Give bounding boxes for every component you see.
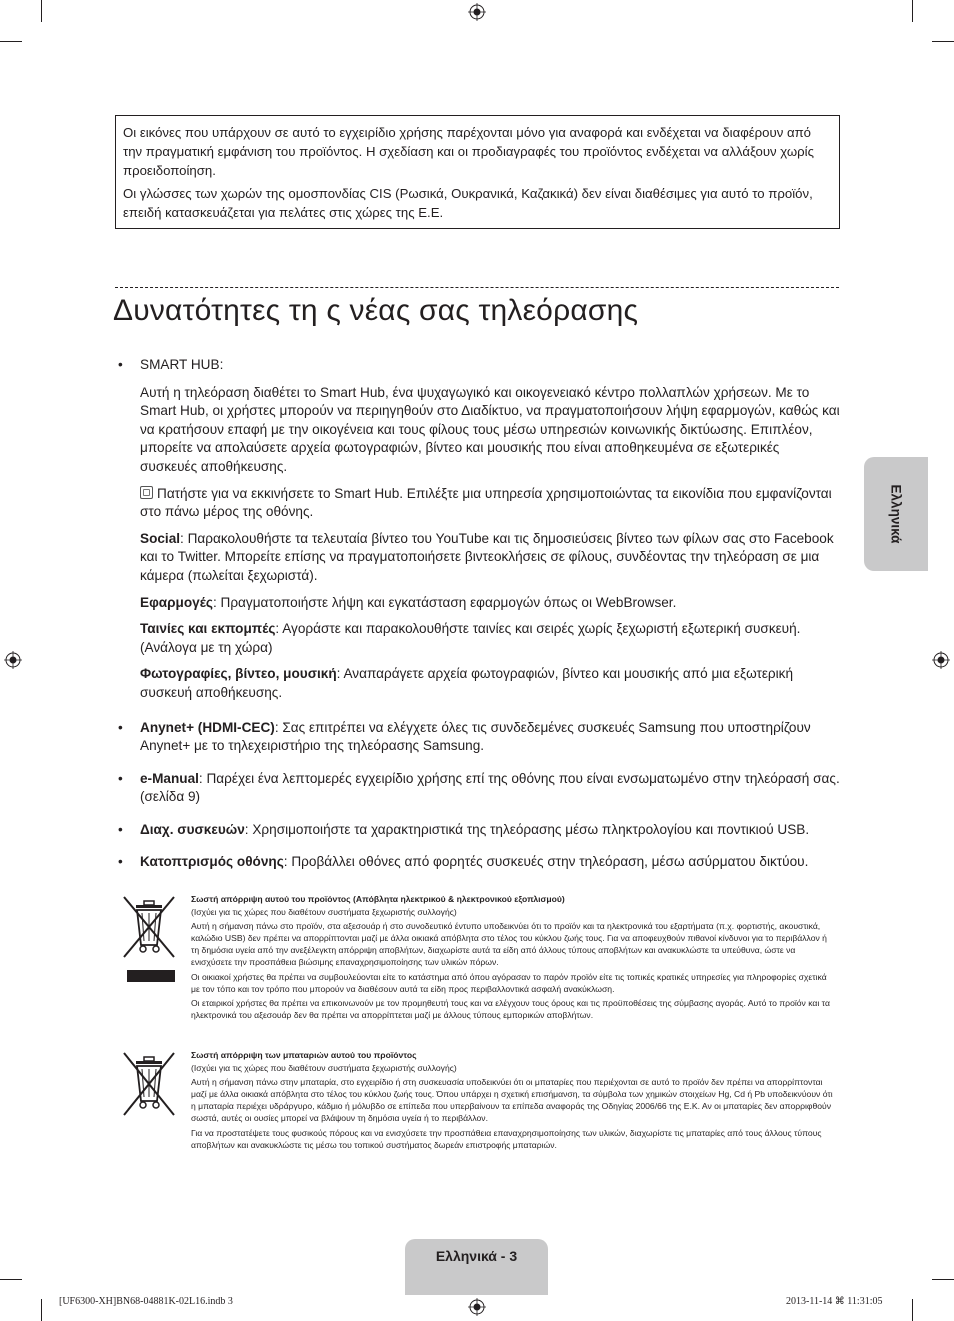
language-tab-label: Ελληνικά (888, 484, 904, 544)
print-footer-right: 2013-11-14 ⌘ 11:31:05 (786, 1296, 883, 1307)
list-item: • e-Manual: Παρέχει ένα λεπτομερές εγχειρίδιο χρήσης επί της οθόνης που είναι ενσωματωμένο στην τηλεόρασή σας. (σελίδα 9) (118, 770, 840, 805)
bullet-marker: • (118, 719, 123, 735)
weee-heading: Σωστή απόρριψη αυτού του προϊόντος (Απόβλητα ηλεκτρικού & ηλεκτρονικού εξοπλισμού) (191, 894, 565, 904)
weee-subheading: (Ισχύει για τις χώρες που διαθέτουν συστήματα ξεχωριστής συλλογής) (191, 1063, 457, 1074)
weee-paragraph: Οι εταιρικοί χρήστες θα πρέπει να επικοινωνούν με τον προμηθευτή τους και να ελέγχουν τους όρους και τις προϋποθέσεις της σύμβασης αγοράς. Αυτό το προϊόν και τα ηλεκτρονικά του αξεσουάρ δεν θα πρέπει να απορρίπτεται μαζί με άλλους τύπους εμπορικών αποβλήτων. (191, 997, 830, 1020)
disclaimer-paragraph: Οι εικόνες που υπάρχουν σε αυτό το εγχειρίδιο χρήσης παρέχονται μόνο για αναφορά και ενδέχεται να διαφέρουν από την πραγματική εμφάνιση του προϊόντος. Η σχεδίαση και οι προδιαγραφές του προϊόντος ενδέχεται να αλλάξουν χωρίς προειδοποίηση. (123, 125, 814, 178)
crop-mark (912, 0, 913, 22)
feature-label: Ταινίες και εκπομπές (140, 621, 276, 637)
weee-paragraph: Αυτή η σήμανση πάνω στην μπαταρία, στο εγχειρίδιο ή στη συσκευασία υποδεικνύει ότι οι μπαταρίες που περιέχονται σε αυτό το προϊόν δεν πρέπει να απορρίπτονται μαζί με άλλα οικιακά απόβλητα στο τέλος του κύκλου ζωής τους. Όπου υπάρχει η σχετική επισήμανση, τα σύμβολα των χημικών στοιχείων Hg, Cd ή Pb υποδεικνύουν ότι η μπαταρία περιέχει υδράργυρο, κάδμιο ή μόλυβδο σε επίπεδα που υπερβαίνουν τα επίπεδα αναφοράς της Οδηγίας 2006/66 της Ε.Κ. Αν οι μπαταρίες δεν απορριφθούν σωστά, αυτές οι ουσίες μπορεί να βλάψουν τη δημόσια υγεία ή το περιβάλλον. (191, 1077, 833, 1124)
bullet-marker: • (118, 854, 123, 870)
feature-label: Φωτογραφίες, βίντεο, μουσική (140, 666, 337, 682)
page-number: Ελληνικά - 3 (435, 1248, 518, 1264)
weee-paragraph: Οι οικιακοί χρήστες θα πρέπει να συμβουλεύονται είτε το κατάστημα από όπου αγόρασαν το παρόν προϊόν είτε τις τοπικές κρατικές υπηρεσίες για πληροφορίες σχετικά με τον τόπο και τον τρόπο που μπορούν να διαθέσουν αυτά τα είδη προς περιβαλλοντικά ασφαλή ανακύκλωση. (191, 971, 827, 994)
registration-mark-icon (468, 1298, 486, 1316)
print-footer-left: [UF6300-XH]BN68-04881K-02L16.indb 3 (59, 1296, 233, 1307)
weee-product-disposal (122, 893, 838, 1043)
bullet-marker: • (118, 770, 123, 786)
weee-paragraph: Για να προστατέψετε τους φυσικούς πόρους και να ενισχύσετε την προσπάθεια επαναχρησιμοποίησης των υλικών, διαχωρίστε τις μπαταρίες από τους άλλους τύπους αποβλήτων και ανακυκλώστε τις μέσω του τοπικού συστήματος δωρεάν επιστροφής μπαταριών. (191, 1127, 822, 1150)
crop-mark (41, 1299, 42, 1321)
weee-paragraph: Αυτή η σήμανση πάνω στο προϊόν, στα αξεσουάρ ή στο συνοδευτικό έντυπο υποδεικνύει ότι το προϊόν και τα ηλεκτρονικά του εξαρτήματα (π.χ. φορτιστής, ακουστικά, καλώδιο USB) δεν πρέπει να απορρίπτονται μαζί με άλλα οικιακά απόβλητα στο τέλος του κύκλου ζωής τους. Για να αποφευχθούν πιθανοί κίνδυνοι για το περιβάλλον ή τη δημόσια υγεία από την ανεξέλεγκτη απόρριψη αποβλήτων, διαχωρίστε αυτά τα είδη από άλλους τύπους αποβλήτων και ανακυκλώστε τα υπεύθυνα, ώστε να ενισχύσετε την προσπάθεια βιώσιμης επαναχρησιμοποίησης των υλικών πόρων. (191, 921, 827, 968)
registration-mark-icon (468, 3, 486, 21)
feature-label: e-Manual (140, 770, 199, 786)
page-title: Δυνατότητες τη ς νέας σας τηλεόρασης (113, 294, 639, 327)
list-item: • Διαχ. συσκευών: Χρησιμοποιήστε τα χαρακτηριστικά της τηλεόρασης μέσω πληκτρολογίου και ποντικιού USB. (118, 821, 840, 840)
feature-label: Social (140, 530, 181, 546)
feature-label: SMART HUB (140, 357, 220, 372)
weee-battery-disposal (122, 1049, 838, 1169)
list-item: • Κατοπτρισμός οθόνης: Προβάλλει οθόνες από φορητές συσκευές στην τηλεόραση, μέσω ασύρματου δικτύου. (118, 853, 840, 872)
smart-hub-icon (140, 486, 153, 499)
registration-mark-icon (932, 651, 950, 669)
crop-mark (0, 1279, 22, 1280)
bullet-marker: • (118, 821, 123, 837)
weee-subheading: (Ισχύει για τις χώρες που διαθέτουν συστήματα ξεχωριστής συλλογής) (191, 907, 457, 918)
feature-label: Κατοπτρισμός οθόνης (140, 854, 284, 870)
crop-mark (41, 0, 42, 22)
section-divider (115, 287, 839, 288)
weee-heading: Σωστή απόρριψη των μπαταριών αυτού του προϊόντος (191, 1050, 417, 1060)
crossed-bin-icon (122, 893, 178, 983)
feature-description: Αυτή η τηλεόραση διαθέτει το Smart Hub, ένα ψυχαγωγικό και οικογενειακό κέντρο πολλαπλών χρήσεων. Με το Smart Hub, οι χρήστες μπορούν να περιηγηθούν στο Διαδίκτυο, να πραγματοποιήσουν λήψη εφαρμογών, καθώς και να κρατήσουν επαφή με την οικογένεια και τους φίλους τους μέσω υπηρεσιών κοινωνικής δικτύωσης. Επιπλέον, μπορείτε να απολαύσετε αρχεία φωτογραφιών, βίντεο και μουσικής που είναι αποθηκευμένα σε εξωτερικές συσκευές αποθήκευσης. (140, 384, 840, 474)
crop-mark (932, 41, 954, 42)
language-side-tab (864, 457, 928, 571)
crossed-battery-bin-icon (122, 1049, 178, 1119)
feature-list (118, 356, 840, 886)
crop-mark (932, 1279, 954, 1280)
feature-label: Διαχ. συσκευών (140, 821, 245, 837)
disclaimer-box (115, 115, 840, 229)
list-item: • Anynet+ (HDMI-CEC): Σας επιτρέπει να ελέγχετε όλες τις συνδεδεμένες συσκευές Samsung που υποστηρίζουν Anynet+ με το τηλεχειριστήριο της τηλεόρασης Samsung. (118, 719, 811, 754)
feature-label: Anynet+ (HDMI-CEC) (140, 719, 275, 735)
crop-mark (0, 41, 22, 42)
disclaimer-paragraph: Οι γλώσσες των χωρών της ομοσπονδίας CIS (Ρωσικά, Ουκρανικά, Καζακικά) δεν είναι διαθέσιμες για αυτό το προϊόν, επειδή κατασκευάζεται για πελάτες στις χώρες της Ε.Ε. (123, 186, 813, 220)
crop-mark (912, 1299, 913, 1321)
bullet-marker: • (118, 357, 123, 372)
page-number-box (405, 1239, 548, 1295)
registration-mark-icon (4, 651, 22, 669)
feature-label: Εφαρμογές (140, 594, 213, 610)
list-item: • SMART HUB: Αυτή η τηλεόραση διαθέτει το Smart Hub, ένα ψυχαγωγικό και οικογενειακό κέντρο πολλαπλών χρήσεων. Με το Smart Hub, οι χρήστες μπορούν να περιηγηθούν στο Διαδίκτυο, να πραγματοποιήσουν λήψη εφαρμογών, καθώς και να κρατήσουν επαφή με την οικογένεια και τους φίλους τους μέσω υπηρεσιών κοινωνικής δικτύωσης. Επιπλέον, μπορείτε να απολαύσετε αρχεία φωτογραφιών, βίντεο και μουσικής που είναι αποθηκευμένα σε εξωτερικές συσκευές αποθήκευσης. Πατήστε για να εκκινήσετε το Smart Hub. Επιλέξτε μια υπηρεσία χρησιμοποιώντας τα εικονίδια που εμφανίζονται στο πάνω μέρος της οθόνης. Social: Παρακολουθήστε τα τελευταία βίντεο του YouTube και τις δημοσιεύσεις βίντεο των φίλων σας στο Facebook και το Twitter. Μπορείτε επίσης να πραγματοποιήσετε βιντεοκλήσεις σε φίλους, συνδέοντας την τηλεόραση σε μια κάμερα (πωλείται ξεχωριστά). Εφαρμογές: Πραγματοποιήστε λήψη και εγκατάσταση εφαρμογών όπως οι WebBrowser. Ταινίες και εκπομπές: Αγοράστε και παρακολουθήστε ταινίες και σειρές χωρίς ξεχωριστή εξωτερική συσκευή. (Ανάλογα με τη χώρα) Φωτογραφίες, βίντεο, μουσική: Αναπαράγετε αρχεία φωτογραφιών, βίντεο και μουσικής από μια εξωτερική συσκευή αποθήκευσης. (118, 357, 840, 700)
